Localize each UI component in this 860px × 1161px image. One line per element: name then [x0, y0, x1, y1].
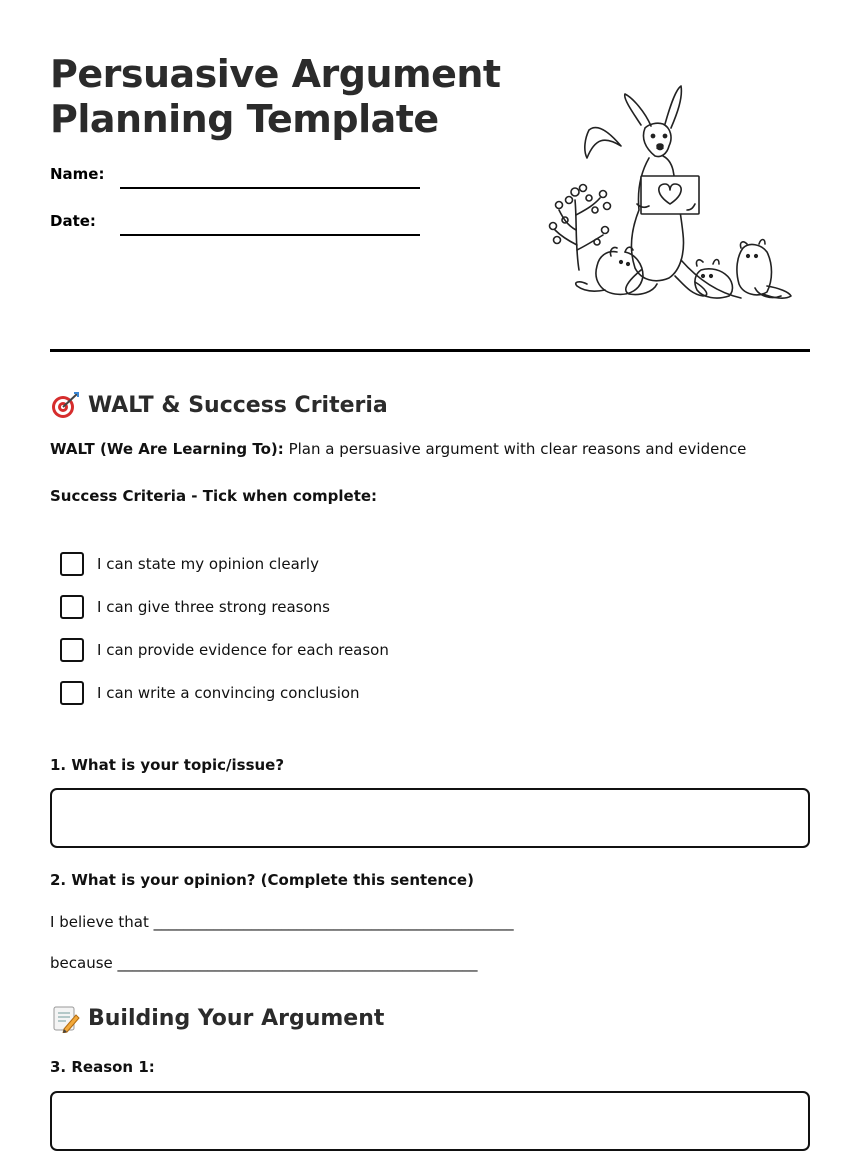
topic-answer-box[interactable]: [50, 788, 810, 848]
date-field[interactable]: [120, 234, 420, 236]
opinion-sentence-believe[interactable]: I believe that ________________________________________________: [50, 913, 514, 931]
walt-text: Plan a persuasive argument with clear reasons and evidence: [283, 440, 747, 458]
kangaroo-illustration: [545, 80, 800, 308]
criteria-item: [60, 681, 360, 705]
topic-question-label: 1. What is your topic/issue?: [50, 756, 285, 774]
date-label: Date:: [50, 212, 96, 230]
memo-icon: [50, 1003, 80, 1033]
criteria-checkbox[interactable]: [60, 638, 84, 662]
criteria-text: I can give three strong reasons: [97, 598, 330, 616]
criteria-checkbox[interactable]: [60, 552, 84, 576]
opinion-question-label: 2. What is your opinion? (Complete this sentence): [50, 871, 474, 889]
target-icon: [50, 390, 80, 420]
title-line-2: Planning Template: [50, 97, 439, 141]
opinion-sentence-because[interactable]: because ________________________________________________: [50, 954, 478, 972]
name-label: Name:: [50, 165, 105, 183]
walt-heading: [50, 390, 388, 420]
building-heading-text: Building Your Argument: [88, 1005, 385, 1031]
building-heading: [50, 1003, 384, 1033]
criteria-item: [60, 552, 319, 576]
criteria-item: [60, 595, 330, 619]
walt-statement: [50, 440, 746, 458]
criteria-text: I can write a convincing conclusion: [97, 684, 360, 702]
criteria-text: I can provide evidence for each reason: [97, 641, 389, 659]
criteria-text: I can state my opinion clearly: [97, 555, 319, 573]
page-title: [50, 52, 520, 142]
criteria-checkbox[interactable]: [60, 595, 84, 619]
reason-1-label: 3. Reason 1:: [50, 1058, 155, 1076]
walt-heading-text: WALT & Success Criteria: [88, 392, 388, 418]
criteria-item: [60, 638, 389, 662]
reason-1-answer-box[interactable]: [50, 1091, 810, 1151]
criteria-checkbox[interactable]: [60, 681, 84, 705]
section-divider: [50, 349, 810, 352]
success-criteria-label: Success Criteria - Tick when complete:: [50, 487, 378, 505]
title-line-1: Persuasive Argument: [50, 52, 501, 96]
walt-label: WALT (We Are Learning To):: [50, 440, 284, 458]
name-field[interactable]: [120, 187, 420, 189]
